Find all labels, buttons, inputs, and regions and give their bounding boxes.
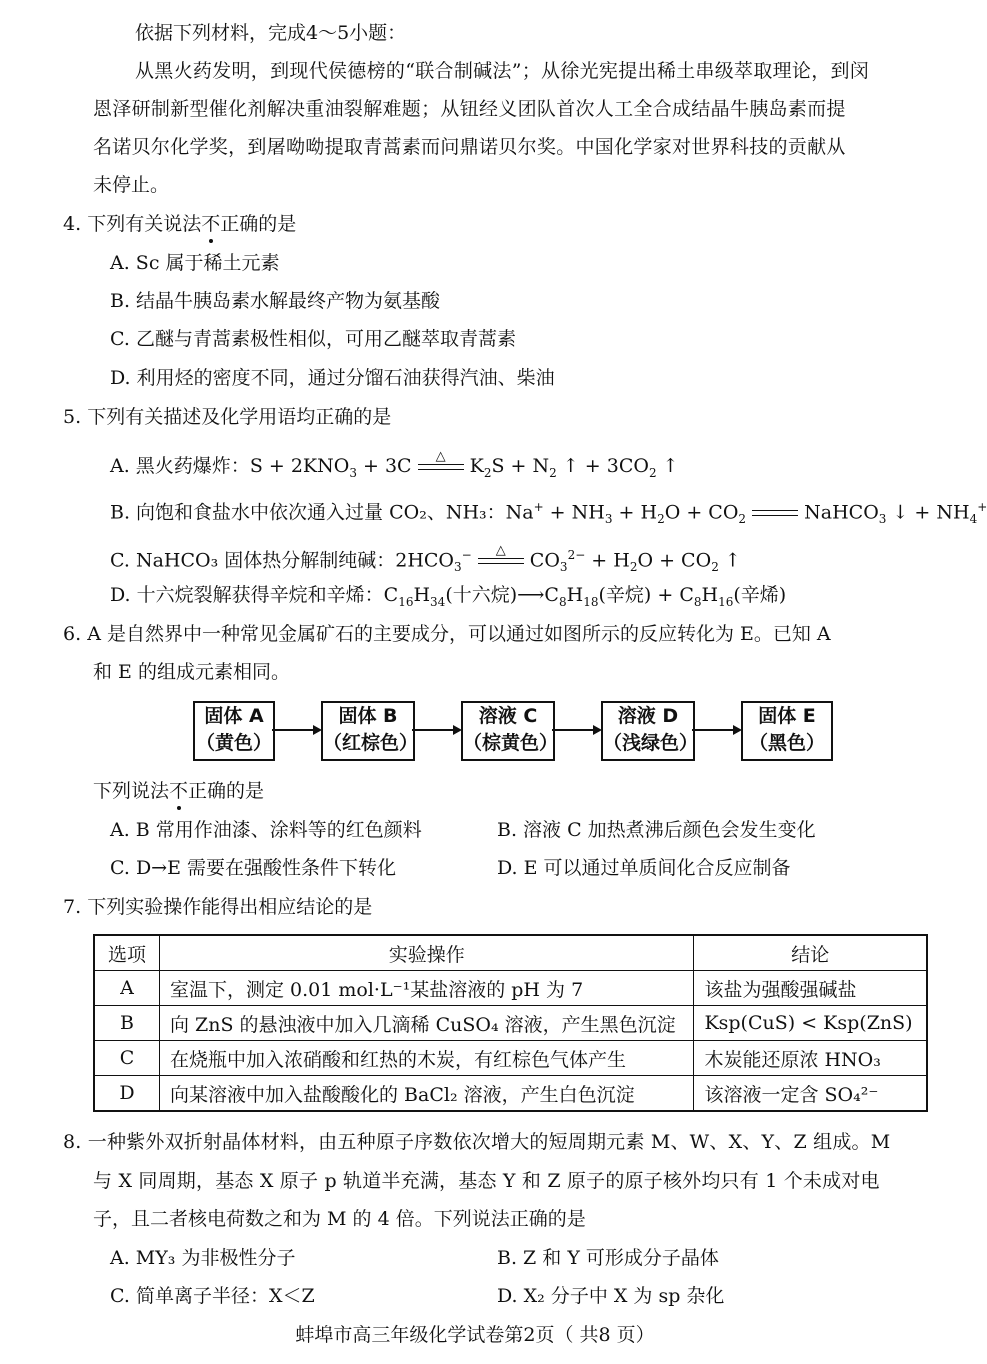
q8-option-d: D. X₂ 分子中 X 为 sp 杂化	[497, 1285, 725, 1307]
header-conclusion: 结论	[694, 935, 927, 971]
flow-arrow	[412, 729, 460, 731]
table-row: B 向 ZnS 的悬浊液中加入几滴稀 CuSO₄ 溶液，产生黑色沉淀 Ksp(CuS) < Ksp(ZnS)	[94, 1006, 927, 1041]
question-8-stem-line-2: 与 X 同周期，基态 X 原子 p 轨道半充满，基态 Y 和 Z 原子的原子核外均只有 1 个未成对电	[93, 1170, 880, 1192]
q6-option-c: C. D→E 需要在强酸性条件下转化	[110, 857, 397, 879]
heat-equals-sign: △	[418, 460, 464, 474]
flow-box-e: 固体 E （黑色）	[741, 701, 833, 761]
question-7-stem: 7. 下列实验操作能得出相应结论的是	[63, 896, 373, 918]
flow-arrow	[692, 729, 740, 731]
table-row: C 在烧瓶中加入浓硝酸和红热的木炭，有红棕色气体产生 木炭能还原浓 HNO₃	[94, 1041, 927, 1076]
header-operation: 实验操作	[160, 935, 694, 971]
flow-box-b: 固体 B （红棕色）	[321, 701, 415, 761]
q8-option-a: A. MY₃ 为非极性分子	[110, 1247, 296, 1269]
material-line-1: 从黑火药发明，到现代侯德榜的“联合制碱法”；从徐光宪提出稀土串级萃取理论，到闵	[135, 60, 870, 82]
question-number: 5.	[63, 406, 82, 428]
question-number: 6.	[63, 623, 82, 645]
q6-option-b: B. 溶液 C 加热煮沸后颜色会发生变化	[497, 819, 816, 841]
q6-option-d: D. E 可以通过单质间化合反应制备	[497, 857, 791, 879]
q6-option-a: A. B 常用作油漆、涂料等的红色颜料	[110, 819, 422, 841]
question-number: 7.	[63, 896, 82, 918]
q5-option-c: C. NaHCO₃ 固体热分解制纯碱：$2HCO_3^-$ △ $CO_3^{2-} + H_2O + CO_2$ ↑	[110, 543, 741, 575]
question-number: 4.	[63, 213, 82, 235]
flow-arrow	[272, 729, 320, 731]
q4-option-b: B. 结晶牛胰岛素水解最终产物为氨基酸	[110, 290, 441, 312]
equals-sign	[752, 506, 798, 520]
question-6-substem: 下列说法不正确的是	[93, 780, 265, 802]
page-footer: 蚌埠市高三年级化学试卷第2页（ 共8 页）	[295, 1324, 655, 1346]
table-row: D 向某溶液中加入盐酸酸化的 BaCl₂ 溶液，产生白色沉淀 该溶液一定含 SO₄²⁻	[94, 1076, 927, 1112]
q5-option-d: D. 十六烷裂解获得辛烷和辛烯：$C_{16}H_{34}$(十六烷)$⟶C_8H_{18}$(辛烷) + $C_8H_{16}$(辛烯)	[110, 584, 787, 609]
material-line-3: 名诺贝尔化学奖，到屠呦呦提取青蒿素而问鼎诺贝尔奖。中国化学家对世界科技的贡献从	[93, 136, 846, 158]
material-lead: 依据下列材料，完成4～5小题：	[135, 22, 407, 44]
q4-option-d: D. 利用烃的密度不同，通过分馏石油获得汽油、柴油	[110, 367, 555, 389]
header-option: 选项	[94, 935, 160, 971]
question-number: 8.	[63, 1131, 82, 1153]
material-line-2: 恩泽研制新型催化剂解决重油裂解难题；从钮经义团队首次人工全合成结晶牛胰岛素而提	[93, 98, 846, 120]
q8-option-b: B. Z 和 Y 可形成分子晶体	[497, 1247, 719, 1269]
question-8-stem-line-3: 子，且二者核电荷数之和为 M 的 4 倍。下列说法正确的是	[93, 1208, 586, 1230]
emphasis-dot-text: 不	[201, 213, 221, 235]
q4-option-c: C. 乙醚与青蒿素极性相似，可用乙醚萃取青蒿素	[110, 328, 516, 350]
experiment-table	[93, 934, 928, 1112]
question-6-stem-line-1: 6. A 是自然界中一种常见金属矿石的主要成分，可以通过如图所示的反应转化为 E。已知 A	[63, 623, 831, 645]
q4-option-a: A. Sc 属于稀土元素	[110, 252, 280, 274]
heat-equals-sign: △	[478, 554, 524, 568]
material-line-4: 未停止。	[93, 174, 170, 196]
q5-option-a: A. 黑火药爆炸：$S + 2KNO_3 + 3C$ △ $K_2S + N_2$ ↑ + $3CO_2$ ↑	[110, 449, 679, 480]
q5-option-b: B. 向饱和食盐水中依次通入过量 CO₂、NH₃：$Na^+ + NH_3 + H_2O + CO_2$ NaHCO$_3$ ↓ + $NH_4^+$	[110, 500, 987, 527]
emphasis-dot-text: 不	[169, 780, 189, 802]
question-4-stem: 4. 下列有关说法不正确的是	[63, 213, 297, 235]
question-6-stem-line-2: 和 E 的组成元素相同。	[93, 661, 290, 683]
table-header-row	[94, 935, 927, 971]
flow-box-c: 溶液 C （棕黄色）	[461, 701, 555, 761]
flow-arrow	[552, 729, 600, 731]
flow-box-a: 固体 A （黄色）	[193, 701, 275, 761]
question-8-stem-line-1: 8. 一种紫外双折射晶体材料，由五种原子序数依次增大的短周期元素 M、W、X、Y、Z 组成。M	[63, 1131, 891, 1153]
table-row: A 室温下，测定 0.01 mol·L⁻¹某盐溶液的 pH 为 7 该盐为强酸强碱盐	[94, 971, 927, 1006]
flow-box-d: 溶液 D （浅绿色）	[601, 701, 695, 761]
question-5-stem: 5. 下列有关描述及化学用语均正确的是	[63, 406, 392, 428]
q8-option-c: C. 简单离子半径：X＜Z	[110, 1285, 315, 1307]
